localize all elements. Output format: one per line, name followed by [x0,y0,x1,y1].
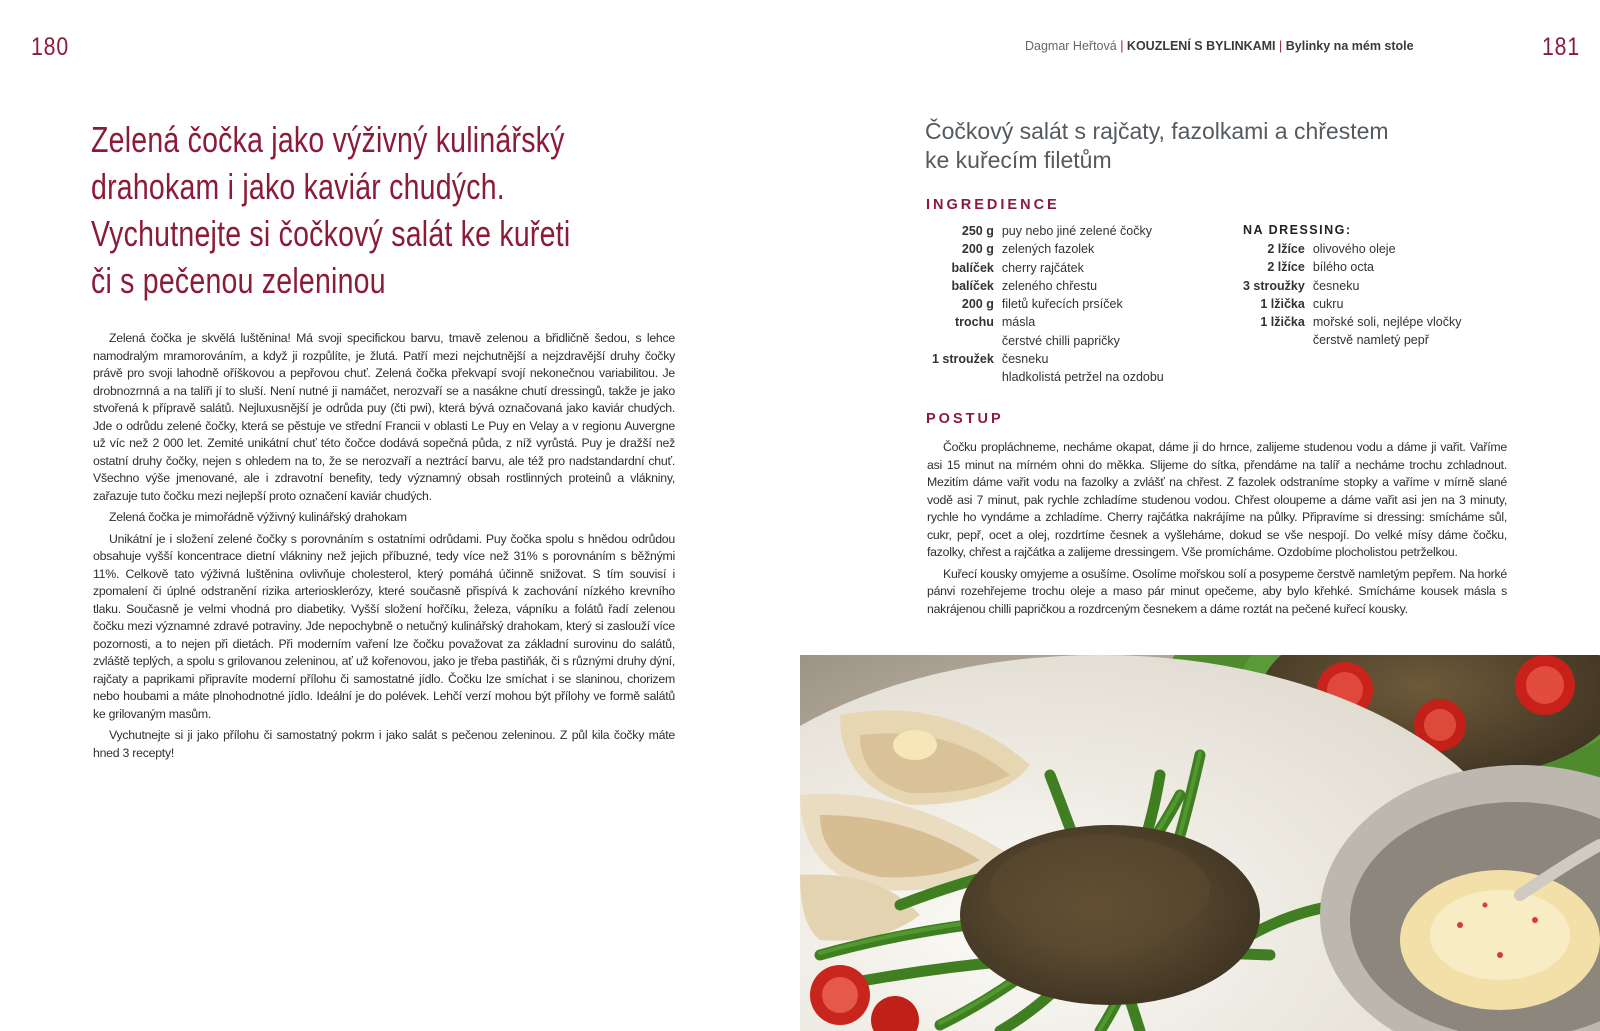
ingredient-name: čerstvé chilli papričky [1001,333,1120,348]
ingredient-row [932,332,1164,350]
ingredient-quantity: 200 g [961,242,994,257]
food-photo [800,655,1600,1031]
running-head-separator: | [1120,39,1124,53]
method-heading: POSTUP [926,411,1004,427]
article-paragraph: Unikátní je i složení zelené čočky s porovnáním s ostatními odrůdami. Puy čočka spolu s hnědou odrůdou obsahuje vyšší koncentrace dietní vlákniny než jejich příbuzné, tedy více než 31% s porovnáním s běžnými 11%. Celkově tato výživná luštěnina ovlivňuje cholesterol, který pomáhá účinně snižovat. S tím souvisí i zpomalení či úplné odstranění rizika arteriosklerózy, které současně přispívá k zachování nízkého krevního tlaku. Současně je velmi vhodná pro diabetiky. Vyšší složení hořčíku, železa, vápníku a folátů řadí zelenou čočku mezi významné zdravé potraviny. Jde nepochybně o netučný kulinářský drahokam, který si zaslouží více pozornosti, a to nejen při dietách. Při moderním vaření lze čočku považovat za základní surovinu do salátů, zvláště teplých, a spolu s grilovanou zeleninou, ať už kořenovou, jako je třeba pastiňák, či s různými druhy dýní, rajčaty a paprikami připravíte moderní přílohu či samostatné jídlo. Čočku lze smíchat i se slaninou, chorizem nebo houbami a máte plnohodnotné jídlo. Ideální je do polévek. Lehčí verzí mohou být přílohy ve formě salátů ke grilovaným masům. [93,531,675,721]
ingredient-name: česneku [1001,352,1049,367]
ingredient-quantity [932,368,1002,386]
article-title-line: či s pečenou zeleninou [91,260,386,301]
article-paragraph: Vychutnejte si ji jako přílohu či samostatný pokrm i jako salát s pečenou zeleninou. Z půl kila čočky máte hned 3 recepty! [93,728,675,760]
food-photo-illustration [800,655,1600,1031]
ingredient-quantity: balíček [951,260,994,275]
ingredient-name: čerstvě namletý pepř [1312,333,1429,348]
method-paragraph: Kuřecí kousky omyjeme a osušíme. Osolíme mořskou solí a posypeme čerstvě namletým pepřem. Na horké pánvi rozehřejeme trochu oleje a maso pár minut opečeme, aby bylo křehké. Smícháme kousek másla s nakrájenou chilli papričkou a rozdrceným česnekem a dáme roztát na pečené kuřecí kousky. [927,566,1507,616]
ingredient-row [932,259,1164,277]
ingredient-row [932,240,1164,258]
dressing-list [1243,240,1462,350]
ingredient-row [1243,277,1462,295]
ingredient-name: olivového oleje [1312,242,1396,256]
article-title-line: drahokam i jako kaviár chudých. [91,166,505,207]
ingredient-name: cherry rajčátek [1001,260,1084,275]
article-subheading: Zelená čočka je mimořádně výživný kulinářský drahokam [109,510,407,524]
recipe-title-line: ke kuřecím filetům [925,147,1112,173]
ingredient-row [1243,295,1462,313]
ingredient-quantity: 3 stroužky [1243,278,1305,293]
ingredient-row [932,277,1164,295]
ingredients-list [932,222,1164,387]
running-head-chapter: Bylinky na mém stole [1285,39,1414,53]
method-body [927,439,1507,618]
ingredient-name: másla [1001,315,1036,330]
ingredient-quantity: 1 lžička [1260,296,1305,311]
ingredient-row [1243,313,1462,331]
ingredient-row [1243,258,1462,276]
article-title [91,116,590,304]
running-head-separator: | [1279,39,1283,53]
ingredient-name: cukru [1312,296,1344,311]
page-number-right: 181 [1542,33,1581,61]
ingredient-quantity: 200 g [961,297,994,312]
running-head-author: Dagmar Heřtová [1025,39,1117,53]
ingredient-quantity: 1 lžička [1260,315,1305,330]
ingredient-quantity [1243,331,1313,349]
ingredient-name: bílého octa [1312,260,1375,275]
ingredient-quantity: 250 g [961,224,994,238]
dressing-heading: NA DRESSING: [1243,223,1352,237]
method-paragraph: Čočku propláchneme, necháme okapat, dáme ji do hrnce, zalijeme studenou vodu a dáme ji vařit. Vaříme asi 15 minut na mírném ohni do měkka. Slijeme do sítka, přendáme na talíř a necháme trochu zchladnout. Mezitím dáme vařit vodu na fazolky a zvlášť na chřest. Z fazolek odstraníme stopky a vaříme v mírně slané vodě asi 7 minut, pak rychle zchladíme studenou vodou. Chřest oloupeme a dáme vařit asi jen na 3 minuty, rychle ho vyndáme a zchladíme. Cherry rajčátka nakrájíme na půlky. Připravíme si dressing: smícháme sůl, cukr, pepř, ocet a olej, rozdrtíme česnek a vyšleháme, dokud se vše nespojí. Do velké mísy dáme čočku, fazolky, chřest a rajčátka a zalijeme dressingem. Vše promícháme. Ozdobíme plocholistou petrželkou. [927,440,1507,559]
running-head [1025,39,1414,53]
ingredient-row [1243,240,1462,258]
ingredient-name: zeleného chřestu [1001,278,1098,293]
ingredient-quantity: 1 stroužek [932,352,994,367]
article-title-line: Vychutnejte si čočkový salát ke kuřeti [91,213,571,254]
running-head-book: KOUZLENÍ S BYLINKAMI [1126,39,1276,53]
ingredient-quantity: 2 lžíce [1267,260,1305,275]
ingredient-name: filetů kuřecích prsíček [1001,297,1123,312]
ingredient-quantity: trochu [954,315,994,330]
page-number-left: 180 [31,33,70,61]
ingredient-name: česneku [1312,278,1360,293]
ingredient-row [932,313,1164,331]
ingredient-name: zelených fazolek [1001,242,1095,257]
ingredients-heading: INGREDIENCE [926,197,1060,213]
ingredient-name: mořské soli, nejlépe vločky [1312,315,1462,330]
article-body [93,330,675,762]
ingredient-row [932,222,1164,240]
ingredient-row [1243,331,1462,349]
recipe-title [925,117,1485,175]
ingredient-row [932,295,1164,313]
article-title-line: Zelená čočka jako výživný kulinářský [91,119,565,160]
ingredient-row [932,350,1164,368]
ingredient-quantity [932,332,1002,350]
article-paragraph: Zelená čočka je skvělá luštěnina! Má svoji specifickou barvu, tmavě zelenou a břidličně šedou, s lehce namodralým mramorováním, a když ji rozpůlíte, je žlutá. Patří mezi nejchutnější a nejzdravější druhy čočky právě pro svoji lahodně oříškovou a pepřovou chuť. Zelená čočka překvapí svojí nekonečnou variabilitou. Je drobnozrnná a na talíři jí to sluší. Není nutné ji namáčet, nerozvaří se a nasákne chutí dressingů, takže je jako stvořená k přípravě salátů. Nejluxusnější je odrůda puy (čti pwi), která bývá označovaná jako kaviár chudých. Jde o odrůdu zelené čočky, která se pěstuje ve střední Francii v oblasti Le Puy en Velay a v regionu Auvergne už víc než 2 000 let. Zemité unikátní chuť této čočce dodává sopečná půda, z níž vyrůstá. Puy je dražší než ostatní druhy čočky, nejen s ohledem na to, že se nerozvaří a neztrácí barvu, ale též pro nadstandardní chuť. Všechno výše jmenované, ale i zdravotní benefity, tedy významný obsah rostlinných proteinů a vlákniny, zařazuje tuto čočku mezi nejlepší proto označení kaviár chudých. [93,331,675,503]
ingredient-row [932,368,1164,386]
ingredient-name: hladkolistá petržel na ozdobu [1001,370,1164,385]
ingredient-quantity: balíček [951,278,994,293]
ingredient-name: puy nebo jiné zelené čočky [1001,224,1152,238]
ingredient-quantity: 2 lžíce [1267,242,1305,256]
recipe-title-line: Čočkový salát s rajčaty, fazolkami a chřestem [925,118,1389,144]
